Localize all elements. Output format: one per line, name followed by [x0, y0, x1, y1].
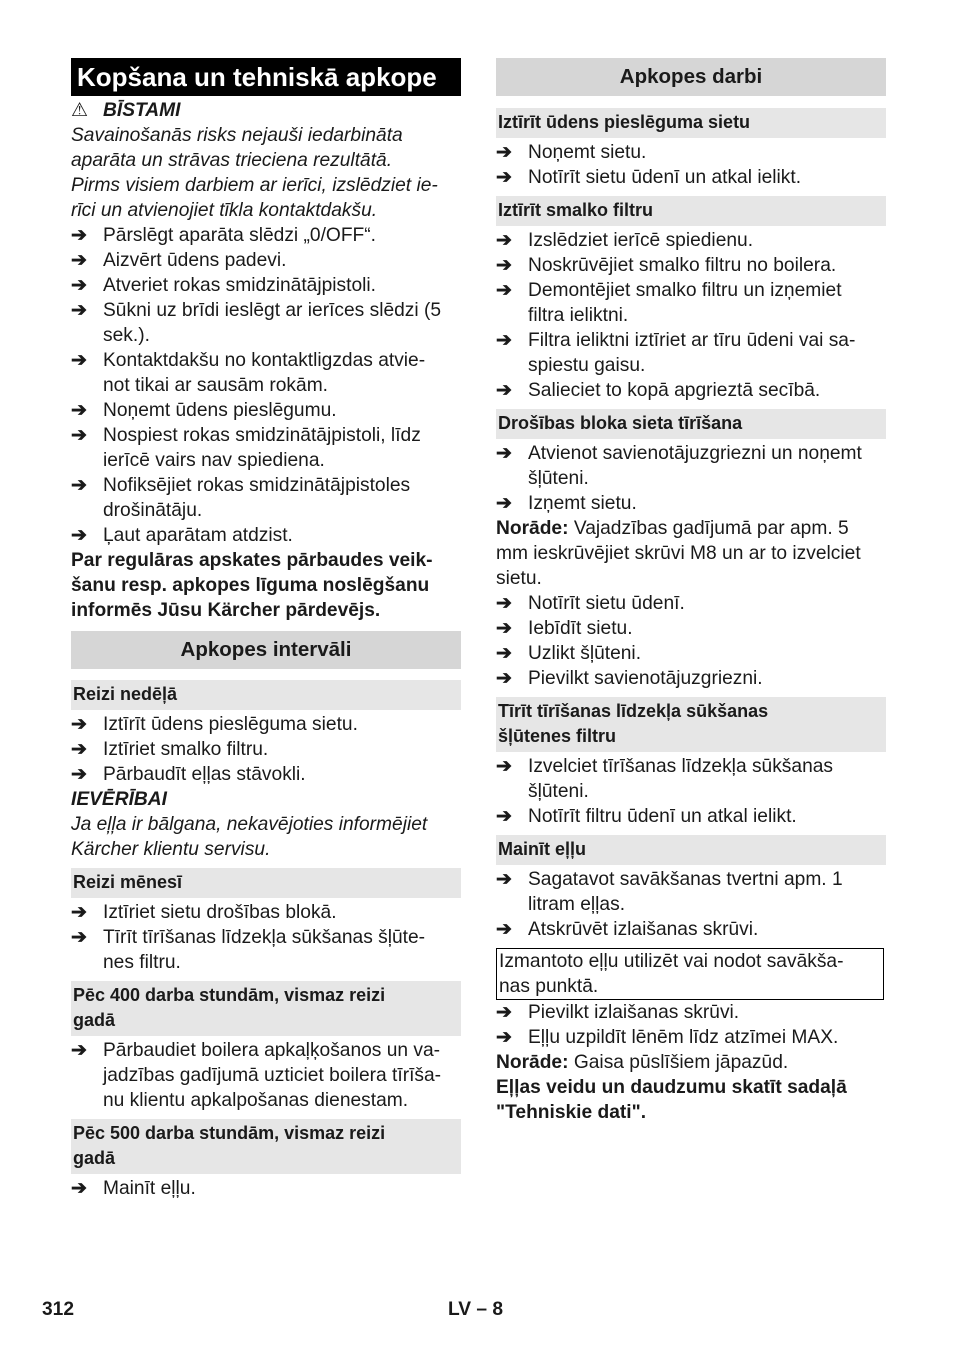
- note-label: Norāde:: [496, 518, 569, 539]
- list-item: [496, 378, 886, 403]
- arrow-icon: ➔: [71, 764, 88, 785]
- h400-heading-line: gadā: [73, 1010, 116, 1030]
- arrow-icon: ➔: [71, 275, 88, 296]
- list-item-text: [103, 398, 337, 423]
- arrow-icon: ➔: [496, 255, 513, 276]
- list-item-line: Atskrūvēt izlaišanas skrūvi.: [528, 919, 759, 940]
- h500-heading-line: gadā: [73, 1148, 116, 1168]
- list-item-line: litram eļļas.: [528, 894, 626, 915]
- oil-heading: Mainīt eļļu: [496, 835, 886, 865]
- dealer-note: [71, 548, 461, 623]
- warning-heading: [71, 98, 461, 123]
- suction-filter-heading: [496, 697, 886, 752]
- arrow-icon: ➔: [496, 869, 513, 890]
- list-item-line: Mainīt eļļu.: [103, 1178, 196, 1199]
- list-item-line: Notīrīt filtru ūdenī un atkal ielikt.: [528, 806, 797, 827]
- list-item-text: [103, 762, 306, 787]
- safety-note: [496, 516, 886, 591]
- list-item: [71, 737, 461, 762]
- steps-list: [71, 223, 461, 548]
- list-item-line: nu klientu apkalpošanas dienestam.: [103, 1090, 409, 1111]
- list-item-text: [528, 140, 646, 165]
- note-label: Norāde:: [496, 1052, 569, 1073]
- list-item: [496, 917, 886, 942]
- list-item-text: [528, 228, 753, 253]
- list-item: [496, 1000, 886, 1025]
- dealer-note-line: šanu resp. apkopes līguma noslēgšanu: [71, 575, 430, 596]
- list-item-text: [528, 253, 836, 278]
- list-item-text: [528, 165, 801, 190]
- list-item-text: [528, 616, 633, 641]
- suction-list: [496, 754, 886, 829]
- h500-list: [71, 1176, 461, 1201]
- oil-list-a: [496, 867, 886, 942]
- list-item: [71, 348, 461, 398]
- arrow-icon: ➔: [496, 142, 513, 163]
- list-item: [71, 248, 461, 273]
- arrow-icon: ➔: [71, 250, 88, 271]
- oil-box-line: nas punktā.: [499, 976, 599, 997]
- list-item: [496, 228, 886, 253]
- list-item-line: Filtra ieliktni iztīriet ar tīru ūdeni vai sa-: [528, 330, 856, 351]
- weekly-heading: Reizi nedēļā: [71, 680, 461, 710]
- list-item-text: [528, 666, 763, 691]
- list-item-text: [103, 900, 337, 925]
- list-item: [496, 641, 886, 666]
- list-item-line: Iztīrīt ūdens pieslēguma sietu.: [103, 714, 358, 735]
- arrow-icon: ➔: [71, 400, 88, 421]
- list-item-text: [528, 491, 637, 516]
- list-item: [496, 278, 886, 328]
- list-item-text: [528, 867, 843, 917]
- list-item-line: jadzības gadījumā uzticiet boilera tīrīša-: [103, 1065, 442, 1086]
- list-item-text: [528, 641, 641, 666]
- oil-list-b: [496, 1000, 886, 1050]
- oil-reference-line: Eļļas veidu un daudzumu skatīt sadaļā: [496, 1077, 847, 1098]
- note-text: Gaisa pūslīšiem jāpazūd.: [568, 1052, 789, 1073]
- page-number: 312: [42, 1299, 75, 1320]
- section-title: Kopšana un tehniskā apkope: [71, 58, 461, 96]
- h400-list: [71, 1038, 461, 1113]
- arrow-icon: ➔: [71, 739, 88, 760]
- list-item: [496, 666, 886, 691]
- list-item-line: ierīcē vairs nav spiediena.: [103, 450, 325, 471]
- list-item-line: Atveriet rokas smidzinātājpistoli.: [103, 275, 376, 296]
- list-item-line: Kontaktdakšu no kontaktligzdas atvie-: [103, 350, 426, 371]
- list-item: [71, 473, 461, 523]
- list-item-line: Noskrūvējiet smalko filtru no boilera.: [528, 255, 837, 276]
- h400-heading: [71, 981, 461, 1036]
- fine-filter-heading: Iztīrīt smalko filtru: [496, 196, 886, 226]
- list-item-line: Ļaut aparātam atdzist.: [103, 525, 293, 546]
- maintenance-heading: Apkopes darbi: [496, 58, 886, 96]
- list-item-line: Aizvērt ūdens padevi.: [103, 250, 287, 271]
- list-item-line: Tīrīt tīrīšanas līdzekļa sūkšanas šļūte-: [103, 927, 426, 948]
- list-item-line: Sagatavot savākšanas tvertni apm. 1: [528, 869, 843, 890]
- list-item-text: [528, 591, 685, 616]
- list-item-line: Pārslēgt aparāta slēdzi „0/OFF“.: [103, 225, 376, 246]
- list-item: [71, 273, 461, 298]
- arrow-icon: ➔: [496, 280, 513, 301]
- list-item-text: [103, 1176, 196, 1201]
- arrow-icon: ➔: [496, 493, 513, 514]
- list-item-text: [528, 441, 862, 491]
- list-item-text: [528, 328, 855, 378]
- arrow-icon: ➔: [496, 756, 513, 777]
- list-item-line: Notīrīt sietu ūdenī.: [528, 593, 685, 614]
- list-item: [71, 1038, 461, 1113]
- list-item: [71, 762, 461, 787]
- list-item-text: [528, 917, 758, 942]
- right-column: [496, 58, 886, 1125]
- list-item-line: Noņemt ūdens pieslēgumu.: [103, 400, 337, 421]
- list-item-text: [528, 1000, 739, 1025]
- list-item-line: Sūkni uz brīdi ieslēgt ar ierīces slēdzi (5: [103, 300, 442, 321]
- list-item: [71, 298, 461, 348]
- list-item-line: Pārbaudiet boilera apkaļķošanos un va-: [103, 1040, 441, 1061]
- list-item-text: [103, 298, 441, 348]
- oil-note: [496, 1050, 886, 1075]
- list-item-text: [103, 925, 425, 975]
- safety-list-b: [496, 591, 886, 691]
- arrow-icon: ➔: [496, 618, 513, 639]
- list-item: [496, 1025, 886, 1050]
- list-item: [71, 223, 461, 248]
- arrow-icon: ➔: [496, 643, 513, 664]
- list-item-line: Notīrīt sietu ūdenī un atkal ielikt.: [528, 167, 802, 188]
- caution-line: Kärcher klientu servisu.: [71, 839, 271, 860]
- arrow-icon: ➔: [496, 593, 513, 614]
- list-item-line: Pārbaudīt eļļas stāvokli.: [103, 764, 306, 785]
- oil-box-line: Izmantoto eļļu utilizēt vai nodot savākša-: [499, 951, 844, 972]
- monthly-list: [71, 900, 461, 975]
- list-item: [496, 591, 886, 616]
- list-item: [71, 712, 461, 737]
- list-item-text: [103, 1038, 441, 1113]
- list-item-line: Uzlikt šļūteni.: [528, 643, 642, 664]
- list-item-line: Salieciet to kopā apgrieztā secībā.: [528, 380, 821, 401]
- list-item-line: Pievilkt izlaišanas skrūvi.: [528, 1002, 740, 1023]
- list-item: [71, 423, 461, 473]
- arrow-icon: ➔: [496, 1027, 513, 1048]
- safety-note-line: [496, 516, 886, 541]
- list-item-line: filtra ieliktni.: [528, 305, 629, 326]
- list-item-line: Noņemt sietu.: [528, 142, 647, 163]
- list-item: [71, 900, 461, 925]
- list-item-text: [103, 248, 286, 273]
- list-item-line: drošinātāju.: [103, 500, 203, 521]
- list-item: [71, 925, 461, 975]
- list-item-line: Iztīriet sietu drošības blokā.: [103, 902, 337, 923]
- list-item: [496, 754, 886, 804]
- intervals-heading: Apkopes intervāli: [71, 631, 461, 669]
- list-item-line: Izslēdziet ierīcē spiedienu.: [528, 230, 754, 251]
- warning-line: rīci un atvienojiet tīkla kontaktdakšu.: [71, 200, 378, 221]
- warning-label: BĪSTAMI: [103, 100, 181, 121]
- arrow-icon: ➔: [496, 443, 513, 464]
- arrow-icon: ➔: [71, 350, 88, 371]
- arrow-icon: ➔: [71, 475, 88, 496]
- list-item-text: [528, 278, 842, 328]
- arrow-icon: ➔: [496, 230, 513, 251]
- list-item-line: Eļļu uzpildīt lēnēm līdz atzīmei MAX.: [528, 1027, 839, 1048]
- safety-note-line: mm ieskrūvējiet skrūvi M8 un ar to izvelciet: [496, 543, 861, 564]
- safety-list-a: [496, 441, 886, 516]
- list-item: [71, 1176, 461, 1201]
- net-heading: Iztīrīt ūdens pieslēguma sietu: [496, 108, 886, 138]
- fine-filter-list: [496, 228, 886, 403]
- list-item: [496, 867, 886, 917]
- list-item-text: [528, 804, 797, 829]
- list-item: [496, 165, 886, 190]
- warning-text: [71, 123, 461, 223]
- net-list: [496, 140, 886, 190]
- h500-heading: [71, 1119, 461, 1174]
- list-item-line: Iztīriet smalko filtru.: [103, 739, 269, 760]
- warning-line: aparāta un strāvas trieciena rezultātā.: [71, 150, 393, 171]
- oil-reference: [496, 1075, 886, 1125]
- arrow-icon: ➔: [71, 225, 88, 246]
- arrow-icon: ➔: [496, 330, 513, 351]
- list-item-line: šļūteni.: [528, 468, 589, 489]
- dealer-note-line: informēs Jūsu Kärcher pārdevējs.: [71, 600, 381, 621]
- list-item-text: [103, 273, 376, 298]
- arrow-icon: ➔: [496, 1002, 513, 1023]
- arrow-icon: ➔: [496, 668, 513, 689]
- list-item-line: Nofiksējiet rokas smidzinātājpistoles: [103, 475, 411, 496]
- arrow-icon: ➔: [71, 1178, 88, 1199]
- arrow-icon: ➔: [71, 1040, 88, 1061]
- weekly-list: [71, 712, 461, 787]
- list-item: [71, 398, 461, 423]
- caution-line: Ja eļļa ir bālgana, nekavējoties informējiet: [71, 814, 428, 835]
- list-item-line: Atvienot savienotājuzgriezni un noņemt: [528, 443, 862, 464]
- arrow-icon: ➔: [71, 927, 88, 948]
- arrow-icon: ➔: [496, 919, 513, 940]
- list-item: [496, 441, 886, 491]
- arrow-icon: ➔: [496, 380, 513, 401]
- arrow-icon: ➔: [496, 806, 513, 827]
- caution-text: [71, 812, 461, 862]
- list-item-line: Demontējiet smalko filtru un izņemiet: [528, 280, 842, 301]
- list-item-text: [528, 378, 820, 403]
- dealer-note-line: Par regulāras apskates pārbaudes veik-: [71, 550, 433, 571]
- list-item: [496, 328, 886, 378]
- list-item-text: [103, 223, 376, 248]
- caution-label: IEVĒRĪBAI: [71, 789, 167, 810]
- list-item-line: Izņemt sietu.: [528, 493, 637, 514]
- list-item-text: [103, 473, 410, 523]
- list-item-text: [103, 423, 421, 473]
- list-item: [496, 804, 886, 829]
- safety-note-line: sietu.: [496, 568, 542, 589]
- arrow-icon: ➔: [71, 714, 88, 735]
- monthly-heading: Reizi mēnesī: [71, 868, 461, 898]
- safety-heading: Drošības bloka sieta tīrīšana: [496, 409, 886, 439]
- arrow-icon: ➔: [71, 525, 88, 546]
- arrow-icon: ➔: [71, 425, 88, 446]
- list-item-line: nes filtru.: [103, 952, 181, 973]
- list-item: [496, 491, 886, 516]
- list-item-line: šļūteni.: [528, 781, 589, 802]
- left-column: [71, 58, 461, 1201]
- list-item-line: Pievilkt savienotājuzgriezni.: [528, 668, 763, 689]
- list-item-text: [103, 523, 293, 548]
- arrow-icon: ➔: [71, 902, 88, 923]
- arrow-icon: ➔: [71, 300, 88, 321]
- list-item-text: [103, 712, 358, 737]
- warning-line: Pirms visiem darbiem ar ierīci, izslēdziet ie-: [71, 175, 438, 196]
- page-label: LV – 8: [448, 1299, 504, 1320]
- oil-disposal-box: [496, 948, 884, 1000]
- list-item-line: not tikai ar sausām rokām.: [103, 375, 329, 396]
- list-item: [496, 140, 886, 165]
- note-text: Vajadzības gadījumā par apm. 5: [568, 518, 849, 539]
- list-item-text: [528, 1025, 838, 1050]
- warning-triangle-icon: ⚠: [71, 100, 89, 121]
- list-item-text: [528, 754, 833, 804]
- list-item: [496, 253, 886, 278]
- list-item: [496, 616, 886, 641]
- arrow-icon: ➔: [496, 167, 513, 188]
- list-item-line: Nospiest rokas smidzinātājpistoli, līdz: [103, 425, 421, 446]
- list-item-line: Izvelciet tīrīšanas līdzekļa sūkšanas: [528, 756, 834, 777]
- list-item: [71, 523, 461, 548]
- h500-heading-line: Pēc 500 darba stundām, vismaz reizi: [73, 1123, 386, 1143]
- list-item-line: sek.).: [103, 325, 150, 346]
- oil-reference-line: "Tehniskie dati".: [496, 1102, 647, 1123]
- list-item-text: [103, 737, 268, 762]
- suction-heading-line: šļūtenes filtru: [498, 726, 617, 746]
- list-item-line: Iebīdīt sietu.: [528, 618, 633, 639]
- h400-heading-line: Pēc 400 darba stundām, vismaz reizi: [73, 985, 386, 1005]
- suction-heading-line: Tīrīt tīrīšanas līdzekļa sūkšanas: [498, 701, 769, 721]
- list-item-text: [103, 348, 425, 398]
- warning-line: Savainošanās risks nejauši iedarbināta: [71, 125, 403, 146]
- list-item-line: spiestu gaisu.: [528, 355, 646, 376]
